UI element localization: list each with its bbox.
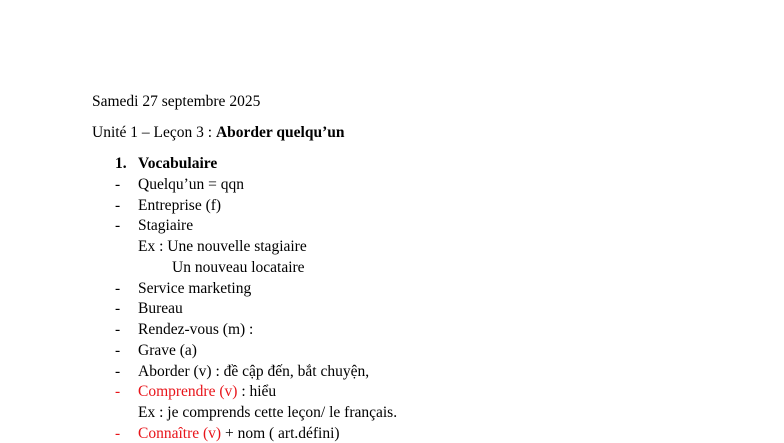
- bullet-dash: -: [115, 300, 121, 317]
- bullet-dash: -: [115, 342, 121, 359]
- bullet-dash: -: [115, 280, 121, 297]
- bullet-dash: -: [115, 176, 121, 193]
- vocab-item: [115, 321, 253, 339]
- vocab-text: Stagiaire: [138, 217, 194, 234]
- vocab-text: Quelqu’un = qqn: [138, 176, 245, 193]
- lesson-unit-prefix: Unité 1 – Leçon 3 :: [92, 124, 216, 141]
- example-line: Ex : je comprends cette leçon/ le français.: [138, 404, 398, 421]
- vocab-text: Rendez-vous (m) :: [138, 321, 254, 338]
- vocab-term-highlight: Comprendre (v): [138, 383, 238, 400]
- bullet-dash: -: [115, 425, 121, 442]
- vocab-text: Entreprise (f): [138, 197, 222, 214]
- vocab-item: [115, 217, 193, 235]
- vocab-text: Service marketing: [138, 280, 252, 297]
- vocab-item: [115, 425, 340, 443]
- vocab-text: Grave (a): [138, 342, 197, 359]
- example-line: Un nouveau locataire: [172, 259, 305, 276]
- vocab-text: Aborder (v) : đề cập đến, bắt chuyện,: [138, 363, 370, 380]
- example-line: Ex : Une nouvelle stagiaire: [138, 238, 307, 255]
- bullet-dash: -: [115, 363, 121, 380]
- section-number: 1.: [115, 155, 127, 172]
- vocab-text: + nom ( art.défini): [221, 425, 340, 442]
- vocab-item: [115, 280, 251, 298]
- document-date: Samedi 27 septembre 2025: [92, 93, 261, 110]
- bullet-dash: -: [115, 217, 121, 234]
- vocab-item: [115, 300, 183, 318]
- bullet-dash: -: [115, 321, 121, 338]
- vocab-item: [115, 363, 369, 381]
- vocab-item: [115, 342, 197, 360]
- vocab-item: [115, 176, 244, 194]
- vocab-item: [115, 197, 221, 215]
- vocab-text: Bureau: [138, 300, 183, 317]
- vocab-term-highlight: Connaître (v): [138, 425, 222, 442]
- section-title: Vocabulaire: [138, 155, 218, 172]
- lesson-title: [92, 124, 344, 142]
- bullet-dash: -: [115, 383, 121, 400]
- section-heading: [115, 155, 217, 173]
- bullet-dash: -: [115, 197, 121, 214]
- lesson-unit-title: Aborder quelqu’un: [215, 124, 345, 141]
- vocab-text: : hiểu: [237, 383, 277, 400]
- vocab-item: [115, 383, 276, 401]
